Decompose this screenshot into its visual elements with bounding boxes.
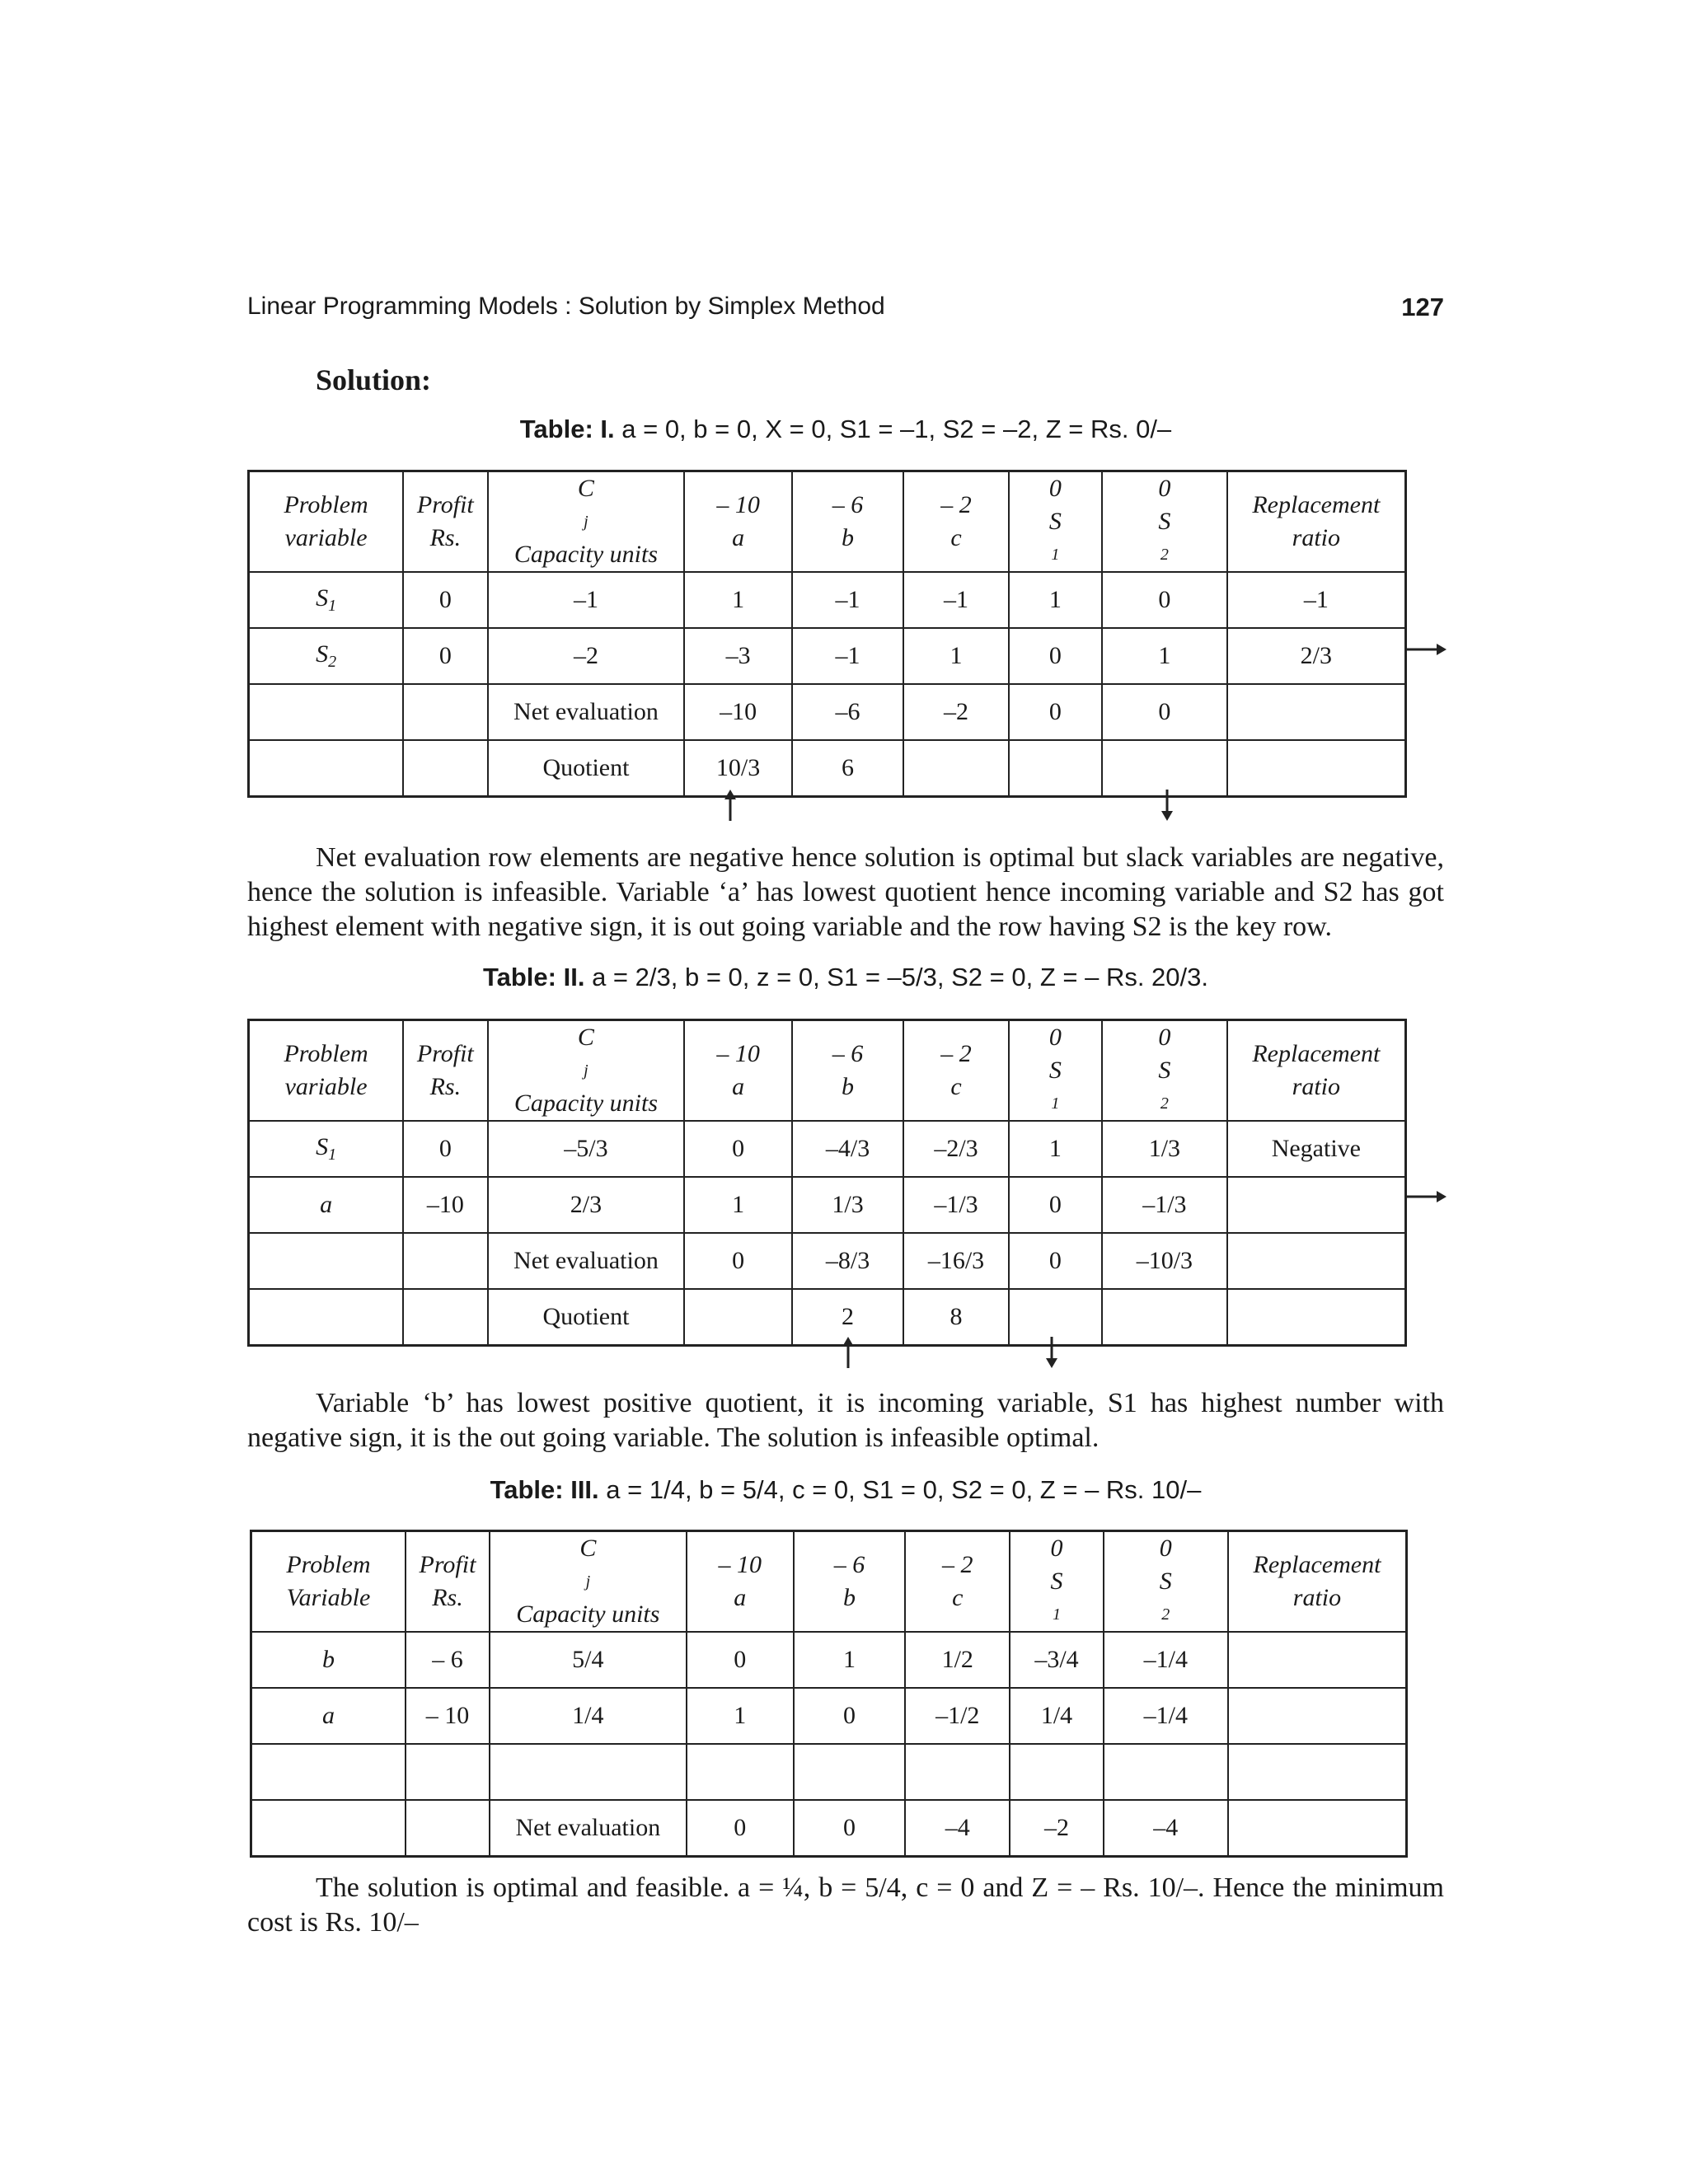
table-row (249, 1121, 1406, 1177)
table-cell: –1/3 (1102, 1177, 1227, 1233)
table-cell (687, 1744, 794, 1800)
header-col-s2: 0 S 2 (1102, 471, 1227, 573)
simplex-table-1 (247, 470, 1407, 798)
table-cell (1102, 740, 1227, 796)
header-col-a: – 10 a (687, 1531, 794, 1633)
table-cell (905, 1744, 1010, 1800)
table-cell: 1 (1009, 1121, 1102, 1177)
table-cell: 8 (903, 1289, 1008, 1345)
table-cell: –5/3 (488, 1121, 685, 1177)
table-cell (249, 1289, 404, 1345)
table-cell: Negative (1227, 1121, 1406, 1177)
table-header-row (249, 471, 1406, 573)
table-cell: b (251, 1632, 406, 1688)
table-cell: –4 (1104, 1800, 1228, 1856)
incoming-column-arrow-icon (840, 1337, 856, 1368)
header-col-a: – 10 a (684, 471, 791, 573)
header-profit: Profit Rs. (403, 471, 487, 573)
table-cell: –2/3 (903, 1121, 1008, 1177)
table-cell: Quotient (488, 740, 685, 796)
table-cell: $S_1$ (249, 1121, 404, 1177)
table-1-caption-label: Table: I. (519, 415, 615, 443)
table-cell: –1 (488, 572, 685, 628)
table-cell (1228, 1800, 1407, 1856)
table-cell (403, 1289, 487, 1345)
table-cell: –3 (684, 628, 791, 684)
table-cell: –6 (792, 684, 903, 740)
table-cell: 1/3 (792, 1177, 903, 1233)
table-cell: –1 (1227, 572, 1406, 628)
table-cell: 1 (684, 1177, 791, 1233)
header-col-a: – 10 a (684, 1020, 791, 1122)
table-cell: 1 (687, 1688, 794, 1744)
header-profit: Profit Rs. (406, 1531, 490, 1633)
table-cell (794, 1744, 905, 1800)
table-cell: –2 (1010, 1800, 1103, 1856)
table-cell (1010, 1744, 1103, 1800)
table-cell: Net evaluation (490, 1800, 687, 1856)
table-cell (406, 1744, 490, 1800)
key-row-arrow-icon (1407, 1188, 1447, 1205)
table-1-caption (247, 415, 1444, 444)
table-cell: 0 (684, 1233, 791, 1289)
table-cell: 0 (687, 1632, 794, 1688)
table-cell: 0 (1009, 1177, 1102, 1233)
table-cell (403, 1233, 487, 1289)
paragraph-3 (247, 1871, 1444, 1940)
table-cell: 0 (684, 1121, 791, 1177)
header-problem-variable: Problem variable (249, 1020, 404, 1122)
header-replacement-ratio: Replacement ratio (1227, 1020, 1406, 1122)
table-3-caption-text: a = 1/4, b = 5/4, c = 0, S1 = 0, S2 = 0, Z = – Rs. 10/– (606, 1475, 1202, 1504)
simplex-table-2 (247, 1019, 1407, 1347)
table-cell (1104, 1744, 1228, 1800)
table-cell: 0 (1009, 1233, 1102, 1289)
header-capacity: C j Capacity units (488, 1020, 685, 1122)
table-cell: –1 (903, 572, 1008, 628)
header-capacity: C j Capacity units (488, 471, 685, 573)
table-cell (1228, 1688, 1407, 1744)
page-number: 127 (1401, 293, 1444, 321)
table-row (251, 1688, 1407, 1744)
table-cell: – 6 (406, 1632, 490, 1688)
table-cell: 6 (792, 740, 903, 796)
table-row (249, 572, 1406, 628)
table-cell: a (251, 1688, 406, 1744)
header-col-b: – 6 b (792, 471, 903, 573)
table-cell (490, 1744, 687, 1800)
table-cell: –1 (792, 628, 903, 684)
table-cell (1102, 1289, 1227, 1345)
table-cell: –1/3 (903, 1177, 1008, 1233)
table-cell: –1/4 (1104, 1632, 1228, 1688)
table-cell: 0 (1009, 684, 1102, 740)
header-profit: Profit Rs. (403, 1020, 487, 1122)
table-cell: –1 (792, 572, 903, 628)
table-row (249, 1177, 1406, 1233)
table-row (251, 1744, 1407, 1800)
table-cell: 0 (794, 1688, 905, 1744)
table-cell (406, 1800, 490, 1856)
header-col-c: – 2 c (903, 471, 1008, 573)
outgoing-column-arrow-icon (1159, 790, 1175, 821)
table-cell: 10/3 (684, 740, 791, 796)
table-cell: –10/3 (1102, 1233, 1227, 1289)
header-col-b: – 6 b (792, 1020, 903, 1122)
paragraph-2 (247, 1386, 1444, 1455)
table-row (249, 1233, 1406, 1289)
header-problem-variable: Problem Variable (251, 1531, 406, 1633)
table-cell: 2 (792, 1289, 903, 1345)
table-cell: Net evaluation (488, 1233, 685, 1289)
table-cell (1227, 1289, 1406, 1345)
table-3-caption-label: Table: III. (490, 1475, 599, 1504)
table-cell (1227, 1233, 1406, 1289)
table-cell (249, 1233, 404, 1289)
solution-heading: Solution: (316, 363, 432, 396)
header-col-c: – 2 c (903, 1020, 1008, 1122)
header-col-s1: 0 S 1 (1009, 1020, 1102, 1122)
table-cell: 0 (403, 572, 487, 628)
paragraph-2-text: Variable ‘b’ has lowest positive quotient, it is incoming variable, S1 has highest number with negative sign, it is the out going variable. The solution is infeasible optimal. (247, 1388, 1444, 1453)
table-cell: 5/4 (490, 1632, 687, 1688)
table-cell (1227, 684, 1406, 740)
header-col-b: – 6 b (794, 1531, 905, 1633)
table-cell: 0 (1009, 628, 1102, 684)
header-replacement-ratio: Replacement ratio (1227, 471, 1406, 573)
table-cell: –2 (903, 684, 1008, 740)
header-problem-variable: Problem variable (249, 471, 404, 573)
table-cell: –4 (905, 1800, 1010, 1856)
table-cell (1227, 740, 1406, 796)
table-2-caption-text: a = 2/3, b = 0, z = 0, S1 = –5/3, S2 = 0, Z = – Rs. 20/3. (592, 963, 1208, 991)
table-cell: 2/3 (1227, 628, 1406, 684)
table-cell (403, 740, 487, 796)
table-cell: –10 (684, 684, 791, 740)
table-row (249, 628, 1406, 684)
table-2-caption (247, 963, 1444, 992)
table-cell (903, 740, 1008, 796)
table-row (249, 684, 1406, 740)
header-col-s1: 0 S 1 (1010, 1531, 1103, 1633)
table-cell: $S_1$ (249, 572, 404, 628)
table-cell (249, 740, 404, 796)
table-cell: 1 (1102, 628, 1227, 684)
table-cell: 0 (687, 1800, 794, 1856)
table-cell: 1 (794, 1632, 905, 1688)
table-cell: –1/2 (905, 1688, 1010, 1744)
simplex-table-3 (250, 1530, 1408, 1858)
paragraph-1-text: Net evaluation row elements are negative hence solution is optimal but slack variables are negative, hence the solution is infeasible. Variable ‘a’ has lowest quotient hence incoming variable and S2 has got highest element with negative sign, it is out going variable and the row having S2 is the key row. (247, 842, 1444, 942)
table-cell: 1/2 (905, 1632, 1010, 1688)
table-1-caption-text: a = 0, b = 0, X = 0, S1 = –1, S2 = –2, Z = Rs. 0/– (621, 415, 1172, 443)
paragraph-1 (247, 841, 1444, 944)
table-cell: 0 (403, 628, 487, 684)
key-row-arrow-icon (1407, 641, 1447, 658)
table-cell: –1/4 (1104, 1688, 1228, 1744)
table-header-row (251, 1531, 1407, 1633)
table-cell (1228, 1632, 1407, 1688)
table-cell: 0 (1102, 684, 1227, 740)
header-replacement-ratio: Replacement ratio (1228, 1531, 1407, 1633)
table-cell (251, 1800, 406, 1856)
table-cell: 1 (684, 572, 791, 628)
table-2-caption-label: Table: II. (483, 963, 585, 991)
paragraph-3-text: The solution is optimal and feasible. a = ¼, b = 5/4, c = 0 and Z = – Rs. 10/–. Hence the minimum cost is Rs. 10/– (247, 1872, 1444, 1938)
table-cell: 2/3 (488, 1177, 685, 1233)
table-cell: a (249, 1177, 404, 1233)
table-row (251, 1632, 1407, 1688)
table-cell: –4/3 (792, 1121, 903, 1177)
table-cell: 1/4 (1010, 1688, 1103, 1744)
table-row (249, 1289, 1406, 1345)
table-3-caption (247, 1475, 1444, 1505)
header-col-s2: 0 S 2 (1102, 1020, 1227, 1122)
table-cell (403, 684, 487, 740)
table-cell: 1 (1009, 572, 1102, 628)
outgoing-column-arrow-icon (1043, 1337, 1060, 1368)
table-cell: Net evaluation (488, 684, 685, 740)
header-col-s2: 0 S 2 (1104, 1531, 1228, 1633)
table-cell: 1/4 (490, 1688, 687, 1744)
table-cell: –2 (488, 628, 685, 684)
table-cell: 0 (403, 1121, 487, 1177)
table-header-row (249, 1020, 1406, 1122)
table-cell (1009, 740, 1102, 796)
table-cell: –8/3 (792, 1233, 903, 1289)
table-cell: 0 (794, 1800, 905, 1856)
incoming-column-arrow-icon (722, 790, 738, 821)
table-cell: – 10 (406, 1688, 490, 1744)
table-cell (684, 1289, 791, 1345)
table-cell: 0 (1102, 572, 1227, 628)
table-cell: Quotient (488, 1289, 685, 1345)
table-cell (1227, 1177, 1406, 1233)
header-col-s1: 0 S 1 (1009, 471, 1102, 573)
table-cell (249, 684, 404, 740)
table-row (249, 740, 1406, 796)
header-col-c: – 2 c (905, 1531, 1010, 1633)
table-cell (1228, 1744, 1407, 1800)
table-cell: 1 (903, 628, 1008, 684)
table-cell: –3/4 (1010, 1632, 1103, 1688)
table-cell: –10 (403, 1177, 487, 1233)
table-cell (251, 1744, 406, 1800)
running-header-title: Linear Programming Models : Solution by Simplex Method (247, 293, 885, 320)
table-cell: –16/3 (903, 1233, 1008, 1289)
table-row (251, 1800, 1407, 1856)
table-cell: 1/3 (1102, 1121, 1227, 1177)
header-capacity: C j Capacity units (490, 1531, 687, 1633)
table-cell: $S_2$ (249, 628, 404, 684)
